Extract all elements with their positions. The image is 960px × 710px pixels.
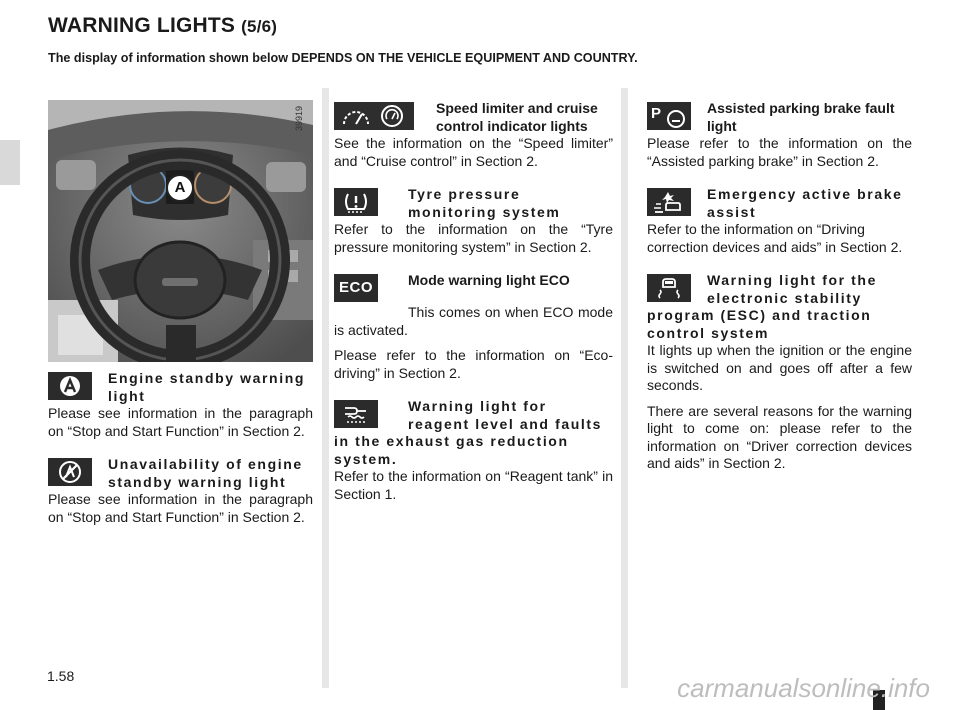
speed-limiter-text: See the information on the “Speed limiter” and “Cruise control” in Section 2. — [334, 135, 613, 169]
esc-traction-icon — [647, 274, 691, 302]
esc-text: It lights up when the ignition or the engine is switched on and goes off after a few seconds. — [647, 342, 912, 393]
dashboard-photo — [48, 100, 313, 362]
entry-speed-limiter — [334, 100, 613, 178]
tyre-pressure-title: Tyre pressure monitoring system — [408, 186, 561, 220]
reagent-level-icon — [334, 400, 378, 428]
entry-tyre-pressure — [334, 186, 613, 264]
parking-brake-text: Please refer to the information on the “Assisted parking brake” in Section 2. — [647, 135, 912, 169]
dashboard-illustration — [48, 100, 313, 362]
section-tab — [0, 140, 20, 185]
engine-standby-unavailable-icon — [48, 458, 92, 486]
entry-eco-mode — [334, 272, 613, 390]
eco-mode-reference: Please refer to the information on “Eco-driving” in Section 2. — [334, 347, 613, 381]
entry-engine-standby-unavailable — [48, 456, 313, 534]
entry-engine-standby — [48, 370, 313, 448]
speed-limiter-title: Speed limiter and cruise control indicator lights — [436, 100, 598, 134]
svg-text:P: P — [651, 105, 662, 122]
engine-standby-unavailable-title: Unavailability of engine standby warning light — [108, 456, 303, 490]
eco-mode-title: Mode warning light ECO — [408, 272, 570, 288]
page-number: 1.58 — [47, 668, 75, 684]
emergency-brake-title: Emergency active brake assist — [707, 186, 903, 220]
entry-parking-brake — [647, 100, 912, 178]
column-3 — [647, 100, 912, 489]
emergency-brake-assist-icon — [647, 188, 691, 216]
column-2 — [334, 100, 613, 519]
column-divider-left — [322, 88, 329, 688]
page-title — [48, 14, 277, 38]
parking-brake-fault-icon — [647, 102, 691, 130]
parking-brake-title: Assisted parking brake fault light — [707, 100, 895, 134]
photo-marker-a: A — [166, 174, 194, 202]
page-subtitle: The display of information shown below DEPENDS ON THE VEHICLE EQUIPMENT AND COUNTRY. — [48, 51, 638, 65]
tyre-pressure-icon — [334, 188, 378, 216]
engine-standby-text: Please see information in the paragraph on “Stop and Start Function” in Section 2. — [48, 405, 313, 439]
entry-emergency-brake — [647, 186, 912, 264]
photo-reference-code: 39919 — [293, 106, 304, 132]
column-1 — [48, 100, 313, 542]
page-title-text: WARNING LIGHTS — [48, 14, 236, 37]
esc-reasons: There are several reasons for the warning light to come on: please refer to the information on “Driver correction devices and aids” in Section 2. — [647, 402, 912, 471]
eco-mode-icon: ECO — [334, 274, 378, 302]
column-divider-right — [621, 88, 628, 688]
reagent-title: Warning light for reagent level and faults in the exhaust gas reduction system. — [334, 398, 603, 467]
entry-reagent — [334, 398, 613, 511]
eco-mode-text: This comes on when ECO mode is activated. — [334, 304, 613, 338]
esc-title: Warning light for the electronic stability program (ESC) and traction control system — [647, 272, 877, 341]
engine-standby-unavailable-text: Please see information in the paragraph on “Stop and Start Function” in Section 2. — [48, 491, 313, 525]
site-watermark: carmanualsonline.info — [677, 673, 930, 703]
page-part: (5/6) — [241, 17, 278, 36]
reagent-text: Refer to the information on “Reagent tank” in Section 1. — [334, 468, 613, 502]
engine-standby-icon — [48, 372, 92, 400]
speed-limiter-cruise-icon — [334, 102, 414, 130]
tyre-pressure-text: Refer to the information on the “Tyre pressure monitoring system” in Section 2. — [334, 221, 613, 255]
entry-esc — [647, 272, 912, 481]
engine-standby-title: Engine standby warning light — [108, 370, 305, 404]
emergency-brake-text: Refer to the information on “Driving correction devices and aids” in Section 2. — [647, 221, 903, 255]
